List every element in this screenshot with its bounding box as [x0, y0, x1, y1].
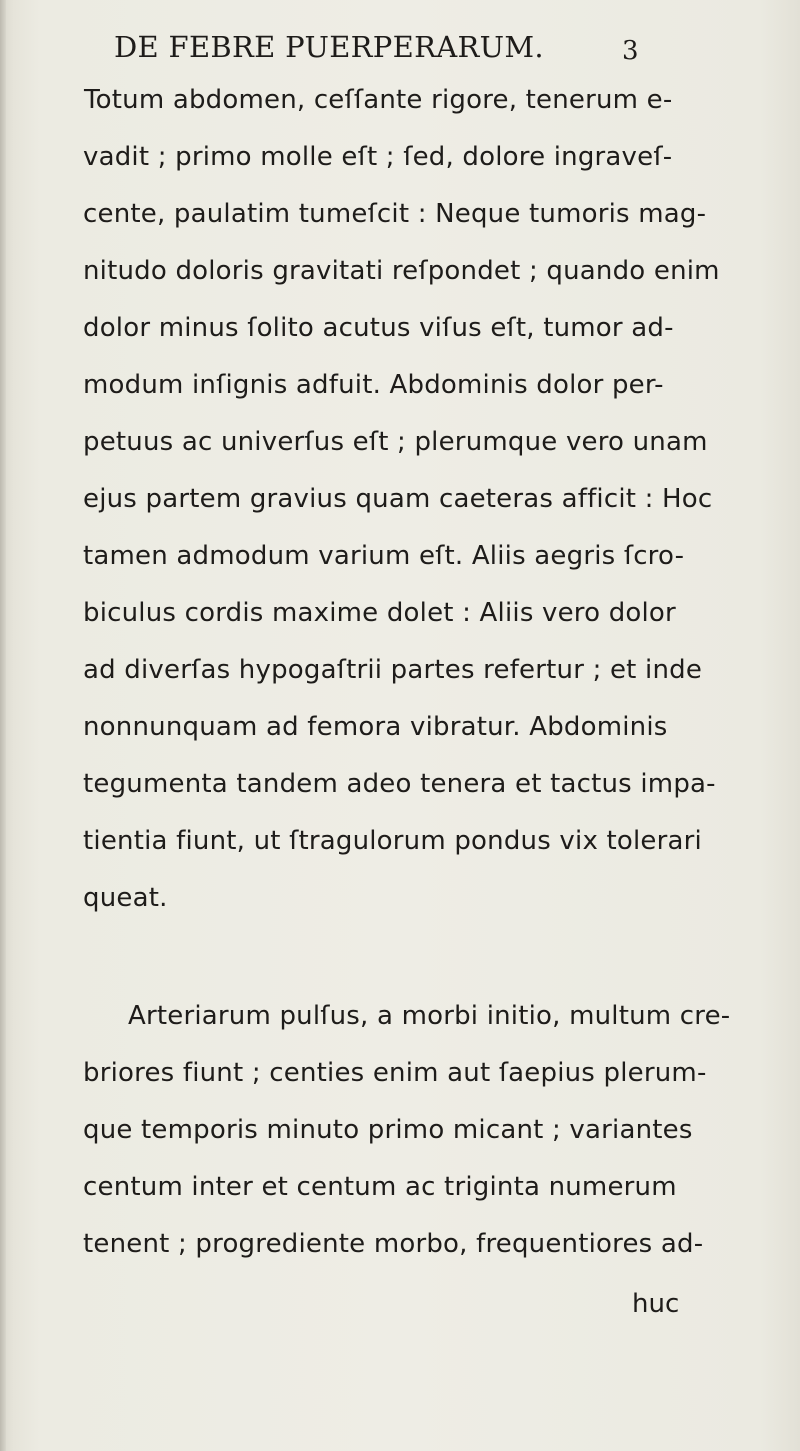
text-line: centum inter et centum ac triginta numerum [83, 1172, 677, 1202]
text-line: Arteriarum pulſus, a morbi initio, multum cre- [128, 1001, 731, 1031]
text-line: nitudo doloris gravitati reſpondet ; quando enim [83, 256, 720, 286]
text-line: modum inſignis adfuit. Abdominis dolor per- [83, 370, 664, 400]
text-line: cente, paulatim tumeſcit : Neque tumoris mag- [83, 199, 707, 229]
text-line: Totum abdomen, ceſſante rigore, tenerum e- [84, 85, 673, 115]
text-line: briores fiunt ; centies enim aut ſaepius plerum- [83, 1058, 707, 1088]
running-head: DE FEBRE PUERPERARUM. [114, 30, 544, 64]
text-line: que temporis minuto primo micant ; variantes [83, 1115, 693, 1145]
text-line: queat. [83, 883, 168, 913]
text-line: dolor minus ſolito acutus viſus eſt, tumor ad- [83, 313, 674, 343]
text-line: petuus ac univerſus eſt ; plerumque vero unam [83, 427, 708, 457]
text-line: tenent ; progrediente morbo, frequentiores ad- [83, 1229, 704, 1259]
text-line: vadit ; primo molle eſt ; ſed, dolore ingraveſ- [83, 142, 673, 172]
text-line: ejus partem gravius quam caeteras afficit : Hoc [83, 484, 713, 514]
page-edge-shadow [0, 0, 6, 1451]
text-line: nonnunquam ad femora vibratur. Abdominis [83, 712, 668, 742]
page-number: 3 [622, 36, 639, 66]
text-line: biculus cordis maxime dolet : Aliis vero dolor [83, 598, 676, 628]
text-line: tientia fiunt, ut ſtragulorum pondus vix tolerari [83, 826, 702, 856]
text-line: tegumenta tandem adeo tenera et tactus impa- [83, 769, 716, 799]
text-line: ad diverſas hypogaſtrii partes refertur ; et inde [83, 655, 703, 685]
text-line: tamen admodum varium eſt. Aliis aegris ſcro- [83, 541, 685, 571]
catchword: huc [632, 1289, 680, 1319]
